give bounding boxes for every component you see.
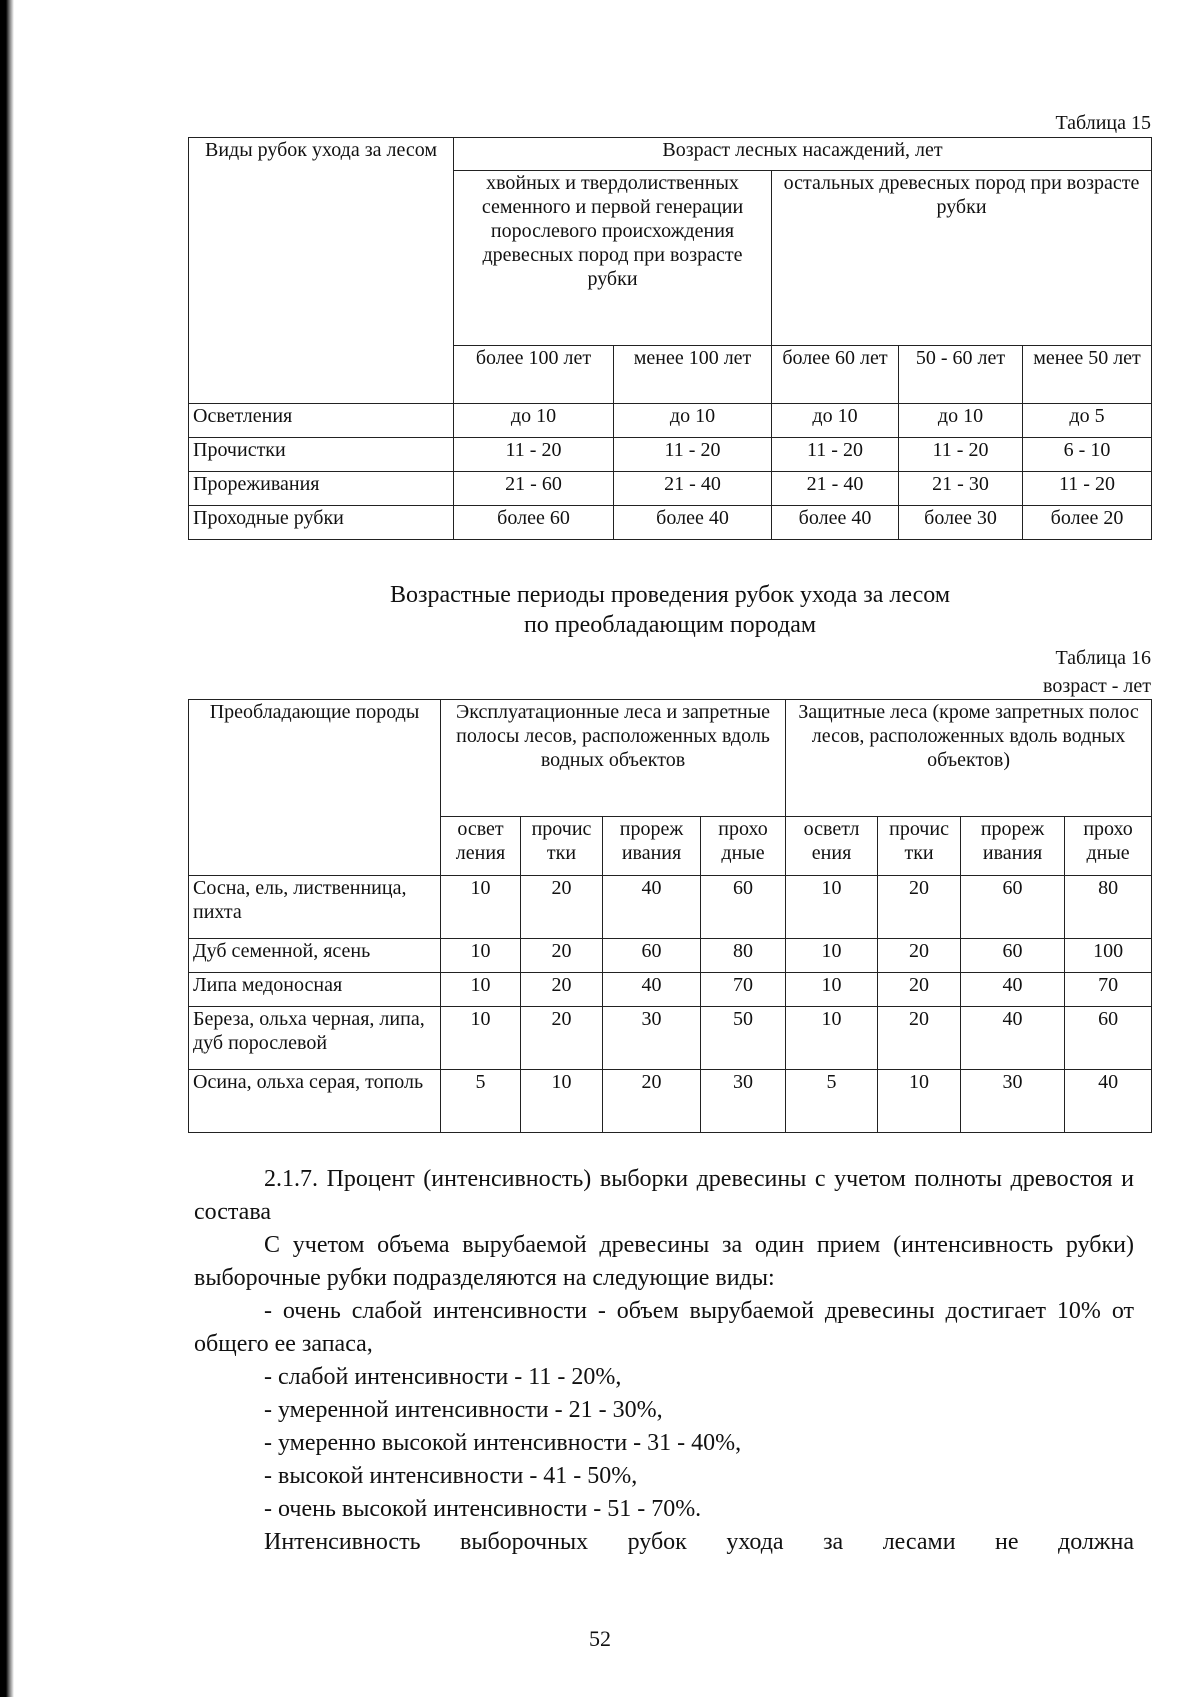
table16-subheader: прохо дные bbox=[701, 817, 786, 876]
table15-cell: 21 - 40 bbox=[772, 472, 899, 506]
list-item: - умеренной интенсивности - 21 - 30%, bbox=[264, 1397, 663, 1423]
table15 bbox=[188, 137, 1152, 540]
table16-cell: 20 bbox=[878, 1007, 961, 1070]
table15-row-name: Прочистки bbox=[189, 438, 454, 472]
table16-cell: 30 bbox=[961, 1070, 1065, 1133]
table-row bbox=[189, 876, 1152, 939]
table15-cell: до 5 bbox=[1023, 404, 1152, 438]
table15-cell: 11 - 20 bbox=[899, 438, 1023, 472]
table15-cell: 11 - 20 bbox=[454, 438, 614, 472]
table16-cell: 100 bbox=[1065, 939, 1152, 973]
table15-cell: до 10 bbox=[614, 404, 772, 438]
table16-cell: 10 bbox=[786, 876, 878, 939]
table16-cell: 60 bbox=[961, 939, 1065, 973]
table16-cell: 30 bbox=[701, 1070, 786, 1133]
table16-cell: 10 bbox=[786, 973, 878, 1007]
table16-cell: 20 bbox=[521, 939, 603, 973]
table16-row-name: Осина, ольха серая, тополь bbox=[189, 1070, 441, 1133]
table16-cell: 50 bbox=[701, 1007, 786, 1070]
table16-row-name: Липа медоносная bbox=[189, 973, 441, 1007]
paragraph-intensity-types: С учетом объема вырубаемой древесины за один прием (интенсивность рубки) выборочные рубки подразделяются на следующие виды: bbox=[194, 1232, 1134, 1291]
table-row bbox=[189, 939, 1152, 973]
table16-cell: 40 bbox=[603, 973, 701, 1007]
table-row bbox=[189, 404, 1152, 438]
table16-group-exploit: Эксплуатационные леса и запретные полосы лесов, расположенных вдоль водных объектов bbox=[441, 700, 786, 817]
section-title bbox=[190, 580, 1150, 640]
table15-cell: 11 - 20 bbox=[614, 438, 772, 472]
table15-subheader: менее 50 лет bbox=[1023, 346, 1152, 404]
table16-cell: 5 bbox=[441, 1070, 521, 1133]
table16-unit: возраст - лет bbox=[1043, 675, 1151, 697]
table15-subheader: менее 100 лет bbox=[614, 346, 772, 404]
table15-header-age: Возраст лесных насаждений, лет bbox=[454, 138, 1152, 171]
table16-cell: 10 bbox=[878, 1070, 961, 1133]
table15-row-name: Прореживания bbox=[189, 472, 454, 506]
section-title-line2: по преобладающим породам bbox=[523, 612, 817, 638]
table16-cell: 80 bbox=[701, 939, 786, 973]
table16-cell: 10 bbox=[441, 939, 521, 973]
table15-cell: 11 - 20 bbox=[772, 438, 899, 472]
table-row bbox=[189, 973, 1152, 1007]
table15-subheader: более 100 лет bbox=[454, 346, 614, 404]
table15-cell: более 40 bbox=[772, 506, 899, 540]
table16-cell: 70 bbox=[1065, 973, 1152, 1007]
table16-subheader: прочис тки bbox=[878, 817, 961, 876]
table16-cell: 10 bbox=[521, 1070, 603, 1133]
table16-subheader: освет ления bbox=[441, 817, 521, 876]
table16-cell: 20 bbox=[521, 876, 603, 939]
table15-cell: 21 - 30 bbox=[899, 472, 1023, 506]
list-item: - высокой интенсивности - 41 - 50%, bbox=[264, 1463, 638, 1489]
table15-row-name: Осветления bbox=[189, 404, 454, 438]
table16-cell: 40 bbox=[961, 1007, 1065, 1070]
table15-group-other: остальных древесных пород при возрасте рубки bbox=[772, 171, 1152, 346]
table15-cell: до 10 bbox=[772, 404, 899, 438]
table16-cell: 20 bbox=[521, 1007, 603, 1070]
table15-header-kinds: Виды рубок ухода за лесом bbox=[189, 138, 454, 404]
body-text bbox=[194, 1163, 1134, 1559]
table15-row-name: Проходные рубки bbox=[189, 506, 454, 540]
table16-cell: 10 bbox=[441, 1007, 521, 1070]
table-row bbox=[189, 1007, 1152, 1070]
table16-cell: 20 bbox=[878, 973, 961, 1007]
paragraph-2-1-7: 2.1.7. Процент (интенсивность) выборки древесины с учетом полноты древостоя и состава bbox=[194, 1166, 1134, 1225]
table15-caption: Таблица 15 bbox=[1055, 112, 1151, 134]
page-number: 52 bbox=[589, 1626, 611, 1651]
table15-cell: до 10 bbox=[899, 404, 1023, 438]
table16 bbox=[188, 699, 1152, 1133]
table-row bbox=[189, 1070, 1152, 1133]
table16-subheader: прочис тки bbox=[521, 817, 603, 876]
table15-cell: 6 - 10 bbox=[1023, 438, 1152, 472]
table16-cell: 10 bbox=[441, 973, 521, 1007]
table-row bbox=[189, 472, 1152, 506]
table15-cell: более 30 bbox=[899, 506, 1023, 540]
table16-header-species: Преобладающие породы bbox=[189, 700, 441, 876]
table15-cell: более 20 bbox=[1023, 506, 1152, 540]
table16-subheader: прореж ивания bbox=[961, 817, 1065, 876]
table15-subheader: 50 - 60 лет bbox=[899, 346, 1023, 404]
table16-cell: 20 bbox=[878, 939, 961, 973]
table16-row-name: Береза, ольха черная, липа, дуб порослевой bbox=[189, 1007, 441, 1070]
table16-cell: 10 bbox=[786, 1007, 878, 1070]
table16-cell: 20 bbox=[603, 1070, 701, 1133]
table15-cell: 21 - 60 bbox=[454, 472, 614, 506]
table16-cell: 40 bbox=[603, 876, 701, 939]
table16-cell: 40 bbox=[961, 973, 1065, 1007]
table16-cell: 10 bbox=[441, 876, 521, 939]
paragraph-last: Интенсивность выборочных рубок ухода за лесами не должна bbox=[264, 1529, 1134, 1555]
table16-cell: 10 bbox=[786, 939, 878, 973]
table16-row-name: Сосна, ель, лиственница, пихта bbox=[189, 876, 441, 939]
table15-cell: до 10 bbox=[454, 404, 614, 438]
table15-cell: 11 - 20 bbox=[1023, 472, 1152, 506]
table16-subheader: прохо дные bbox=[1065, 817, 1152, 876]
list-item: - слабой интенсивности - 11 - 20%, bbox=[264, 1364, 622, 1390]
table-row bbox=[189, 438, 1152, 472]
table16-group-protect: Защитные леса (кроме запретных полос лесов, расположенных вдоль водных объектов) bbox=[786, 700, 1152, 817]
table16-cell: 20 bbox=[521, 973, 603, 1007]
table16-cell: 70 bbox=[701, 973, 786, 1007]
table16-cell: 60 bbox=[701, 876, 786, 939]
table16-cell: 60 bbox=[961, 876, 1065, 939]
table16-cell: 5 bbox=[786, 1070, 878, 1133]
table15-cell: 21 - 40 bbox=[614, 472, 772, 506]
table16-cell: 60 bbox=[603, 939, 701, 973]
table16-cell: 20 bbox=[878, 876, 961, 939]
table16-cell: 80 bbox=[1065, 876, 1152, 939]
table16-subheader: прореж ивания bbox=[603, 817, 701, 876]
list-item: - очень высокой интенсивности - 51 - 70%. bbox=[264, 1496, 702, 1522]
table16-row-name: Дуб семенной, ясень bbox=[189, 939, 441, 973]
table15-group-conifer: хвойных и твердолиственных семенного и первой генерации порослевого происхождения древесных пород при возрасте рубки bbox=[454, 171, 772, 346]
table16-subheader: осветл ения bbox=[786, 817, 878, 876]
list-item: - умеренно высокой интенсивности - 31 - 40%, bbox=[264, 1430, 742, 1456]
table-row bbox=[189, 506, 1152, 540]
table15-subheader: более 60 лет bbox=[772, 346, 899, 404]
table15-cell: более 40 bbox=[614, 506, 772, 540]
table16-caption: Таблица 16 bbox=[1055, 647, 1151, 669]
table15-cell: более 60 bbox=[454, 506, 614, 540]
table16-cell: 40 bbox=[1065, 1070, 1152, 1133]
table16-cell: 30 bbox=[603, 1007, 701, 1070]
paragraph-very-weak: - очень слабой интенсивности - объем вырубаемой древесины достигает 10% от общего ее запаса, bbox=[194, 1298, 1134, 1357]
table16-cell: 60 bbox=[1065, 1007, 1152, 1070]
section-title-line1: Возрастные периоды проведения рубок ухода за лесом bbox=[389, 582, 951, 608]
